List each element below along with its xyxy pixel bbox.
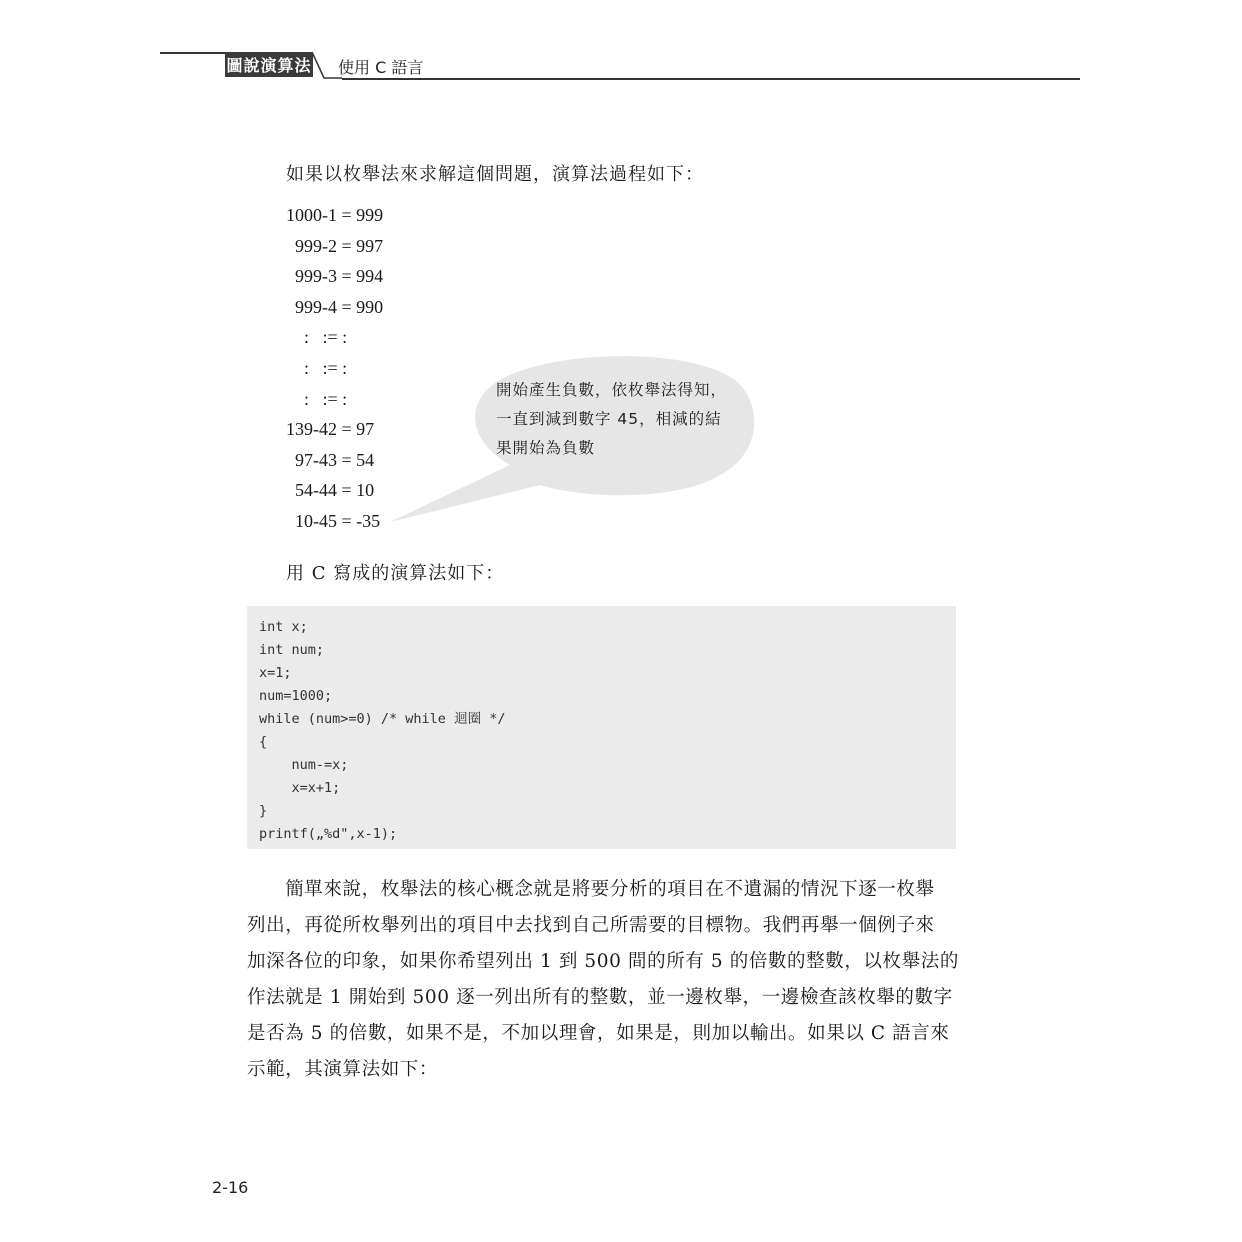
code-line: x=x+1; — [259, 780, 341, 796]
calc-line: 54-44 = 10 — [286, 480, 375, 501]
paragraph-line: 列出，再從所枚舉列出的項目中去找到自己所需要的目標物。我們再舉一個例子來 — [247, 915, 935, 936]
code-line: int x; — [259, 619, 308, 635]
paragraph-line: 是否為 5 的倍數，如果不是，不加以理會，如果是，則加以輸出。如果以 C 語言來 — [247, 1023, 950, 1044]
intro-sentence: 如果以枚舉法來求解這個問題，演算法過程如下： — [286, 164, 704, 185]
paragraph-line: 作法就是 1 開始到 500 逐一列出所有的整數，並一邊枚舉，一邊檢查該枚舉的數字 — [247, 987, 953, 1008]
body-paragraph — [247, 872, 959, 1088]
code-line: num-=x; — [259, 757, 349, 773]
calc-line: 999-4 = 990 — [286, 296, 384, 317]
code-line: int num; — [259, 642, 325, 658]
calc-line: : := : — [286, 357, 348, 378]
paragraph-line: 簡單來說，枚舉法的核心概念就是將要分析的項目在不遺漏的情況下逐一枚舉 — [247, 879, 935, 900]
book-title-tag: 圖說演算法 — [225, 52, 313, 77]
book-subtitle: 使用 C 語言 — [338, 58, 424, 77]
code-line: while (num>=0) /* while 迴圈 */ — [259, 711, 506, 727]
c-intro-sentence: 用 C 寫成的演算法如下： — [286, 563, 505, 584]
calc-line: 999-2 = 997 — [286, 235, 384, 256]
header-rule-right — [342, 78, 1080, 80]
calc-line: : := : — [286, 388, 348, 409]
callout-text: 開始產生負數，依枚舉法得知，一直到減到數字 45，相減的結果開始為負數 — [496, 381, 728, 457]
code-line: } — [259, 803, 268, 819]
calc-line: 1000-1 = 999 — [286, 205, 384, 225]
code-line: { — [259, 734, 268, 750]
calc-line: 97-43 = 54 — [286, 449, 375, 470]
calculation-steps — [286, 200, 383, 537]
calc-line: 139-42 = 97 — [286, 419, 375, 440]
code-line: printf(„%d",x-1); — [259, 826, 398, 842]
code-line: num=1000; — [259, 688, 333, 704]
page-number: 2-16 — [212, 1178, 249, 1197]
code-block — [247, 606, 956, 849]
header-rule-left — [160, 52, 230, 54]
calc-line: : := : — [286, 327, 348, 348]
paragraph-line: 加深各位的印象，如果你希望列出 1 到 500 間的所有 5 的倍數的整數，以枚舉法的 — [247, 951, 959, 972]
calc-line: 10-45 = -35 — [286, 510, 381, 531]
code-line: x=1; — [259, 665, 292, 681]
paragraph-line: 示範，其演算法如下： — [247, 1059, 439, 1080]
calc-line: 999-3 = 994 — [286, 266, 384, 287]
